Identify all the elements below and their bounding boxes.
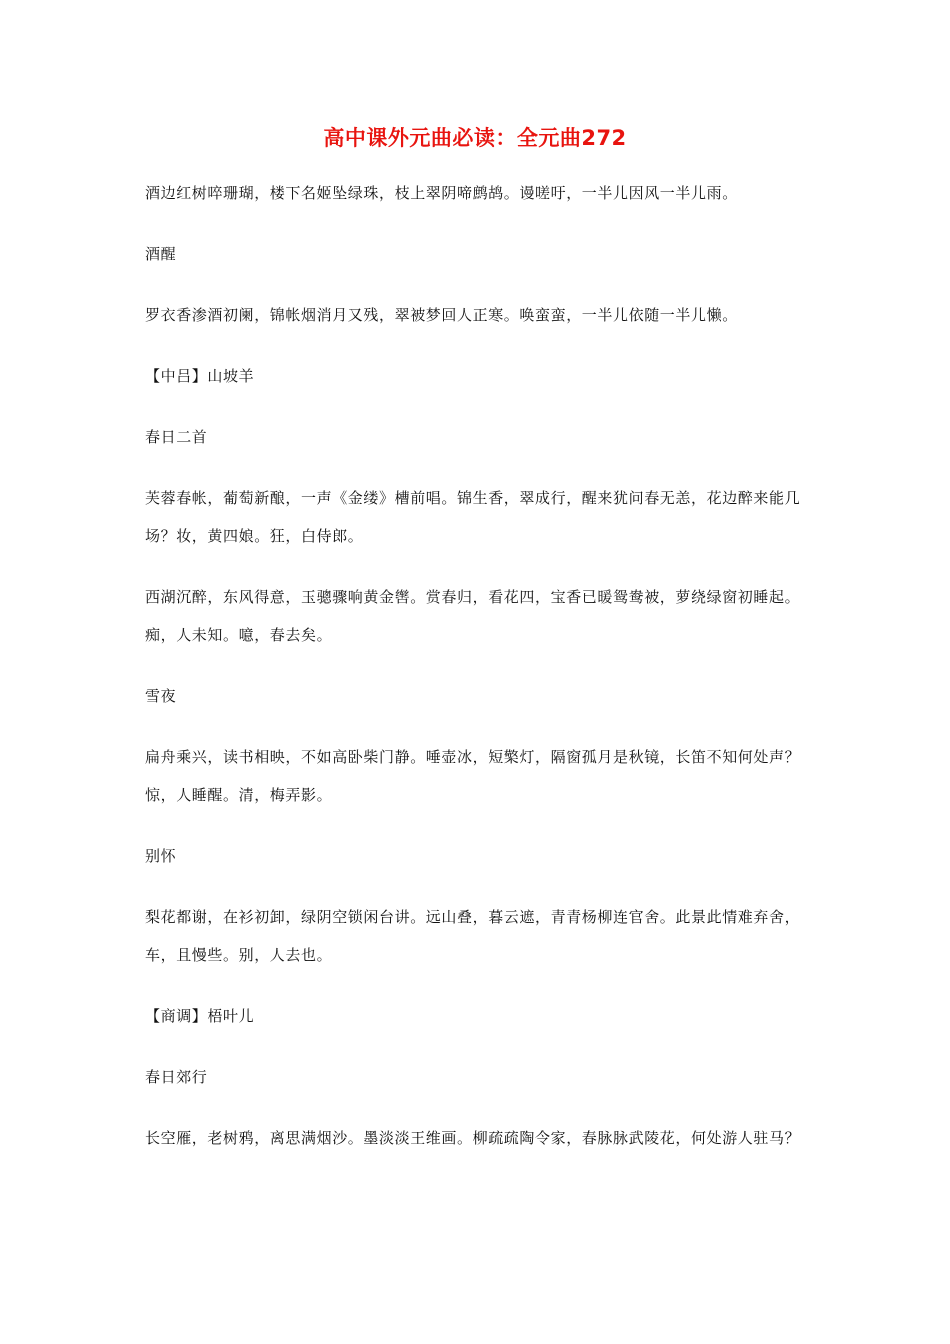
paragraph: 西湖沉醉，东风得意，玉骢骤响黄金辔。赏春归，看花四，宝香已暖鸳鸯被，萝绕绿窗初睡起。痴，人未知。噫，春去矣。	[145, 588, 801, 644]
paragraph: 长空雁，老树鸦，离思满烟沙。墨淡淡王维画。柳疏疏陶令家，春脉脉武陵花，何处游人驻马？	[145, 1129, 801, 1147]
section-heading: 酒醒	[145, 245, 177, 263]
section-heading: 【商调】梧叶儿	[145, 1007, 255, 1025]
paragraph: 扁舟乘兴，读书相映，不如高卧柴门静。唾壶冰，短檠灯，隔窗孤月是秋镜，长笛不知何处声？惊，人睡醒。清，梅弄影。	[145, 748, 801, 804]
section-heading: 雪夜	[145, 687, 177, 705]
section-heading: 【中吕】山坡羊	[145, 367, 255, 385]
section-heading: 别怀	[145, 847, 177, 865]
section-heading: 春日二首	[145, 428, 208, 446]
paragraph: 酒边红树啐珊瑚，楼下名姬坠绿珠，枝上翠阴啼鹧鸪。谩嗟吁，一半儿因风一半儿雨。	[145, 184, 738, 202]
document-title: 高中课外元曲必读：全元曲272	[323, 126, 627, 150]
section-heading: 春日郊行	[145, 1068, 208, 1086]
paragraph: 罗衣香渗酒初阑，锦帐烟消月又残，翠被梦回人正寒。唤蛮蛮，一半儿依随一半儿懒。	[145, 306, 738, 324]
paragraph: 芙蓉春帐，葡萄新酿，一声《金缕》槽前唱。锦生香，翠成行，醒来犹问春无恙，花边醉来能几场？妆，黄四娘。狂，白侍郎。	[145, 489, 801, 545]
paragraph: 梨花都谢，在衫初卸，绿阴空锁闲台讲。远山叠，暮云遮，青青杨柳连官舍。此景此情难弃舍，车，且慢些。别，人去也。	[145, 908, 801, 964]
document-body	[145, 174, 810, 1180]
